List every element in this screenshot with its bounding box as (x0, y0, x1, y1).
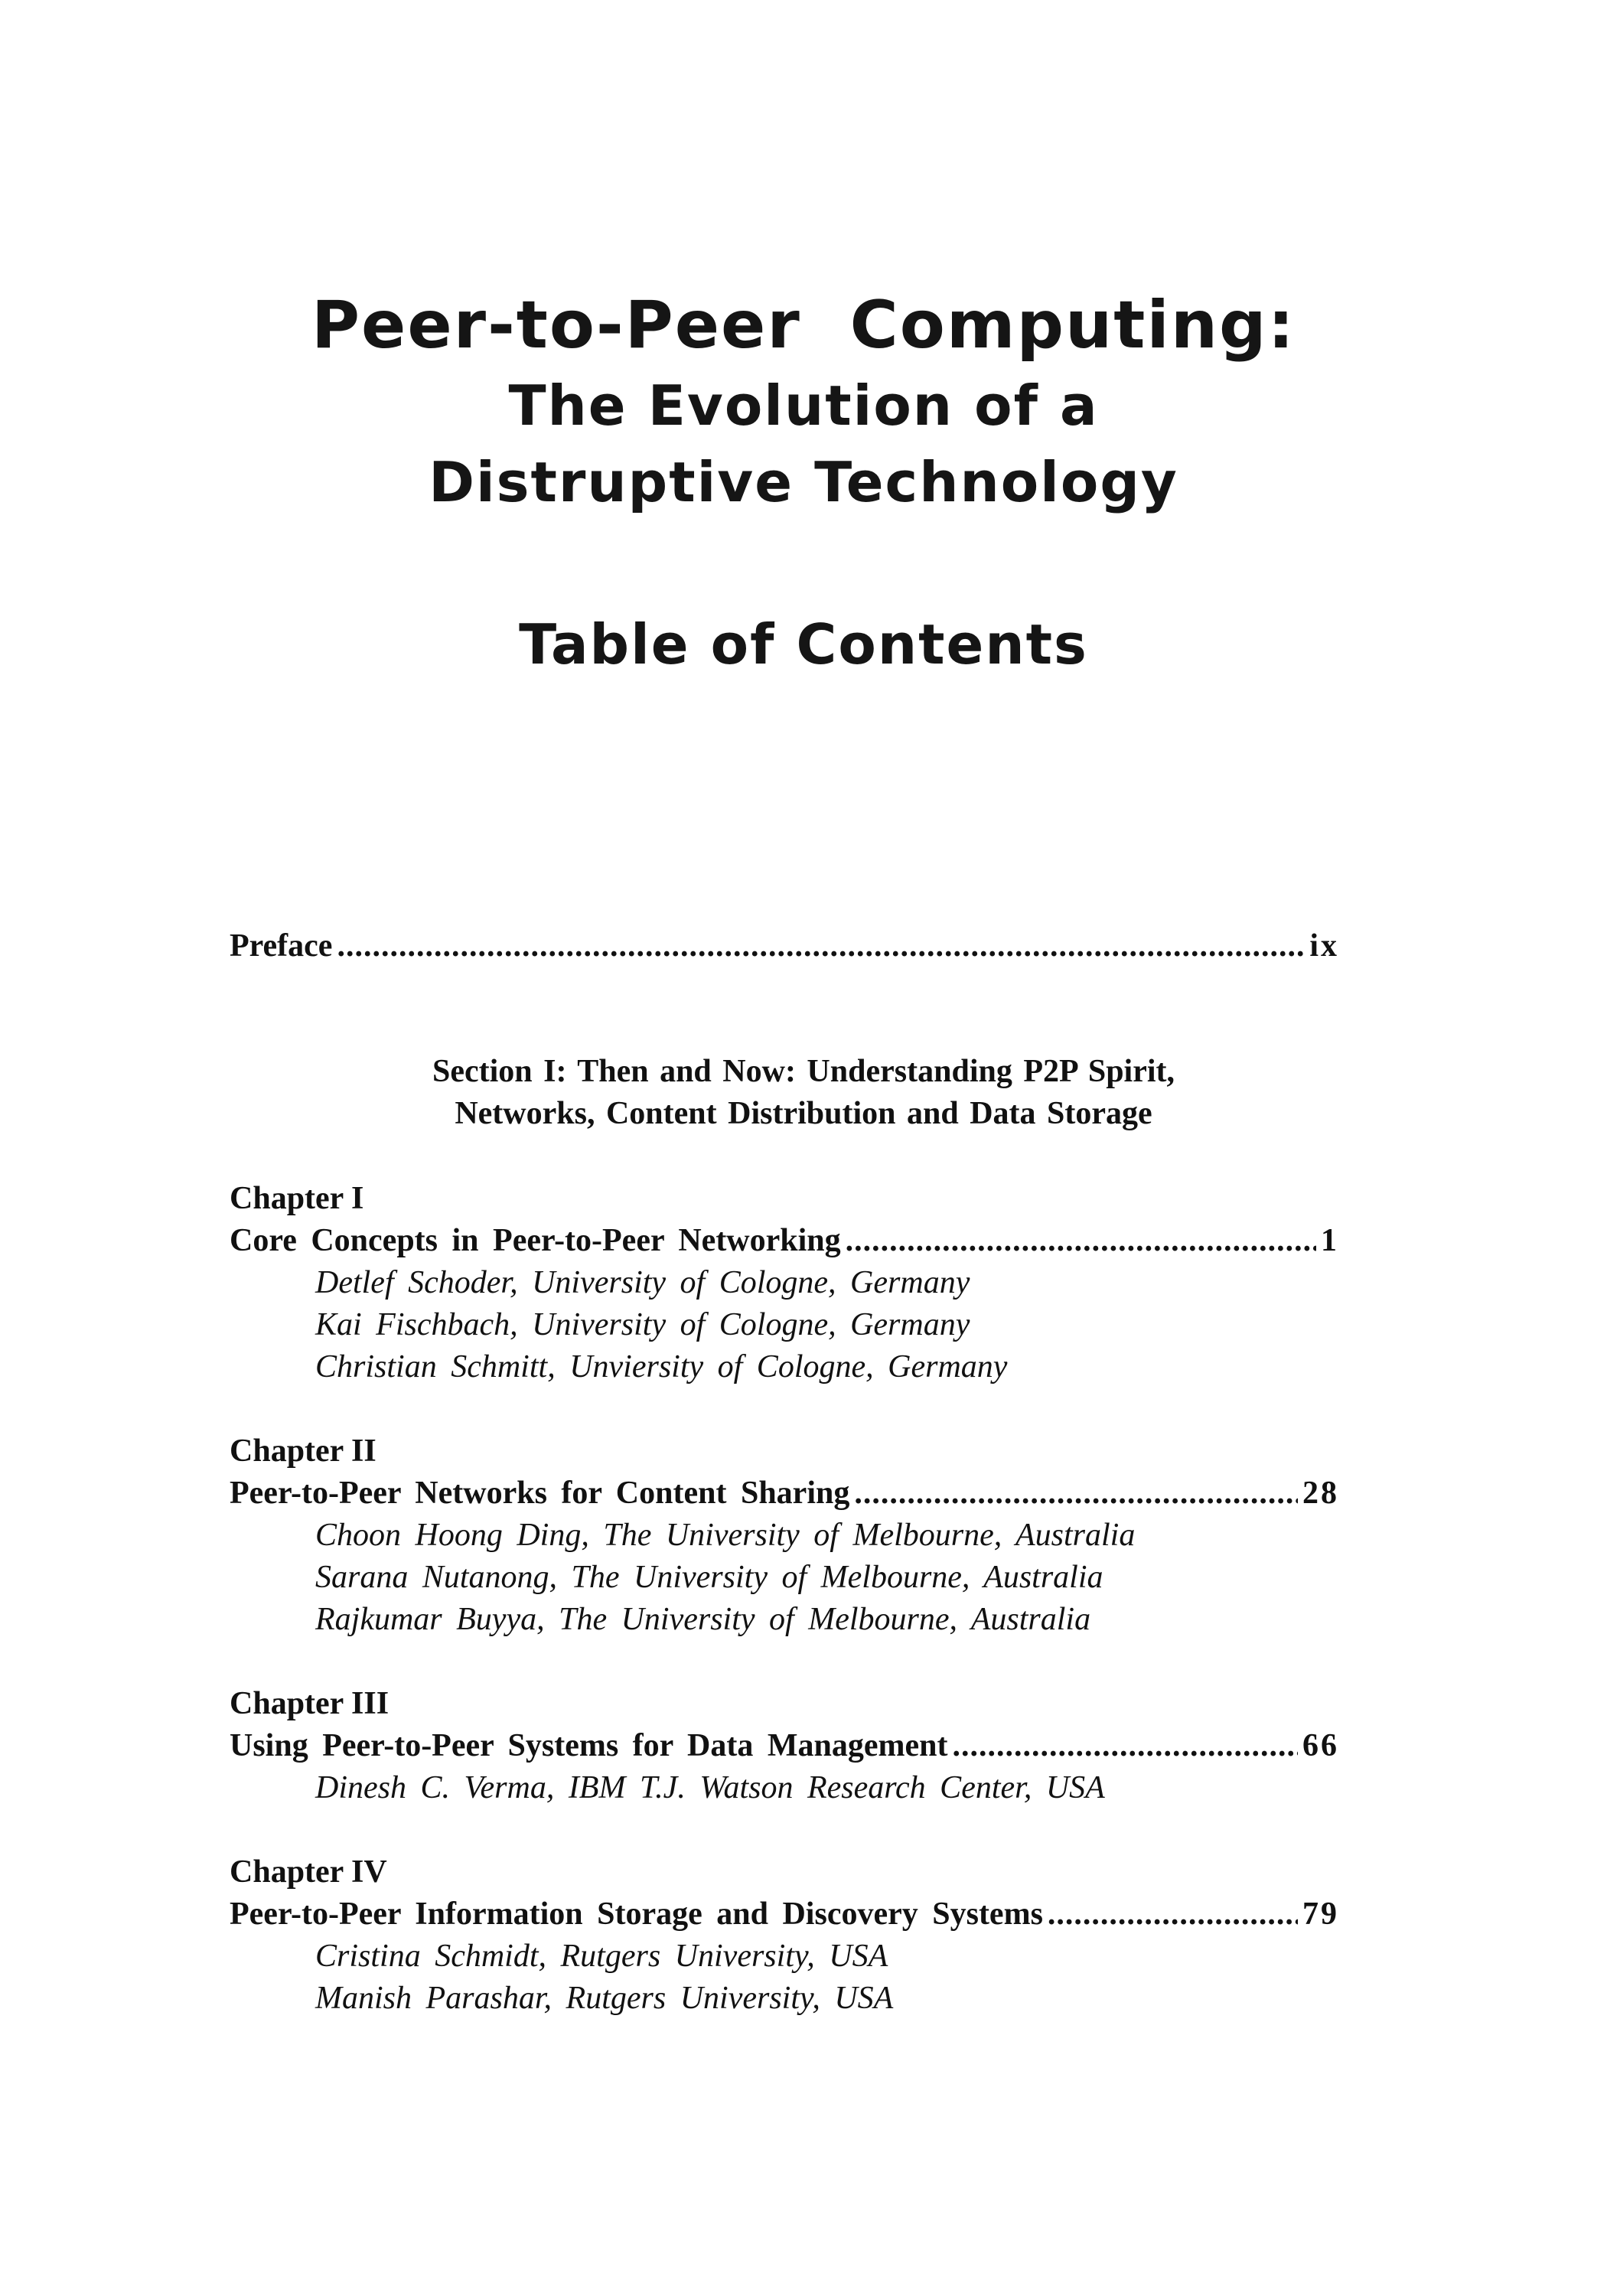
book-subtitle-line-1: The Evolution of a (508, 373, 1099, 438)
chapter-title: Peer-to-Peer Information Storage and Discovery Systems (230, 1896, 1043, 1932)
chapter-title: Core Concepts in Peer-to-Peer Networking (230, 1223, 841, 1258)
chapter-label: Chapter I (230, 1181, 364, 1216)
toc-heading: Table of Contents (519, 612, 1088, 677)
toc-entry-chapter (230, 1219, 1339, 1262)
chapter-title: Using Peer-to-Peer Systems for Data Management (230, 1728, 948, 1763)
chapter-label: Chapter III (230, 1686, 390, 1721)
toc-entry-chapter (230, 1893, 1339, 1936)
chapter-author: Rajkumar Buyya, The University of Melbourne, Australia (315, 1602, 1091, 1637)
toc-page-number: 66 (1302, 1728, 1339, 1763)
toc-page-number: ix (1309, 928, 1339, 964)
chapter-label: Chapter IV (230, 1854, 387, 1890)
chapter-title: Peer-to-Peer Networks for Content Sharing (230, 1476, 850, 1511)
section-heading-line-1: Section I: Then and Now: Understanding P2P Spirit, (432, 1054, 1175, 1089)
toc-entry-chapter (230, 1472, 1339, 1515)
dot-leader (854, 1472, 1298, 1515)
section-heading-line-2: Networks, Content Distribution and Data Storage (455, 1096, 1152, 1131)
toc-entry-preface (230, 925, 1339, 967)
chapter-author: Dinesh C. Verma, IBM T.J. Watson Research Center, USA (315, 1770, 1105, 1805)
dot-leader (1048, 1893, 1298, 1936)
chapter-label: Chapter II (230, 1433, 376, 1469)
book-title: Peer-to-Peer Computing: (311, 287, 1296, 364)
book-subtitle-line-2: Distruptive Technology (429, 450, 1178, 514)
dot-leader (952, 1724, 1298, 1767)
toc-entry-chapter (230, 1724, 1339, 1767)
chapter-author: Christian Schmitt, Unviersity of Cologne, Germany (315, 1349, 1008, 1384)
toc-page-number: 79 (1302, 1896, 1339, 1932)
chapter-author: Detlef Schoder, University of Cologne, Germany (315, 1265, 970, 1300)
chapter-author: Choon Hoong Ding, The University of Melbourne, Australia (315, 1518, 1136, 1553)
chapter-author: Manish Parashar, Rutgers University, USA (315, 1981, 894, 2016)
toc-page-number: 28 (1302, 1476, 1339, 1511)
chapter-author: Cristina Schmidt, Rutgers University, USA (315, 1939, 888, 1974)
toc-page-number: 1 (1321, 1223, 1339, 1258)
dot-leader (846, 1219, 1316, 1262)
chapter-author: Kai Fischbach, University of Cologne, Germany (315, 1307, 970, 1342)
toc-entry-label: Preface (230, 928, 333, 964)
dot-leader (337, 925, 1305, 967)
chapter-author: Sarana Nutanong, The University of Melbourne, Australia (315, 1560, 1103, 1595)
